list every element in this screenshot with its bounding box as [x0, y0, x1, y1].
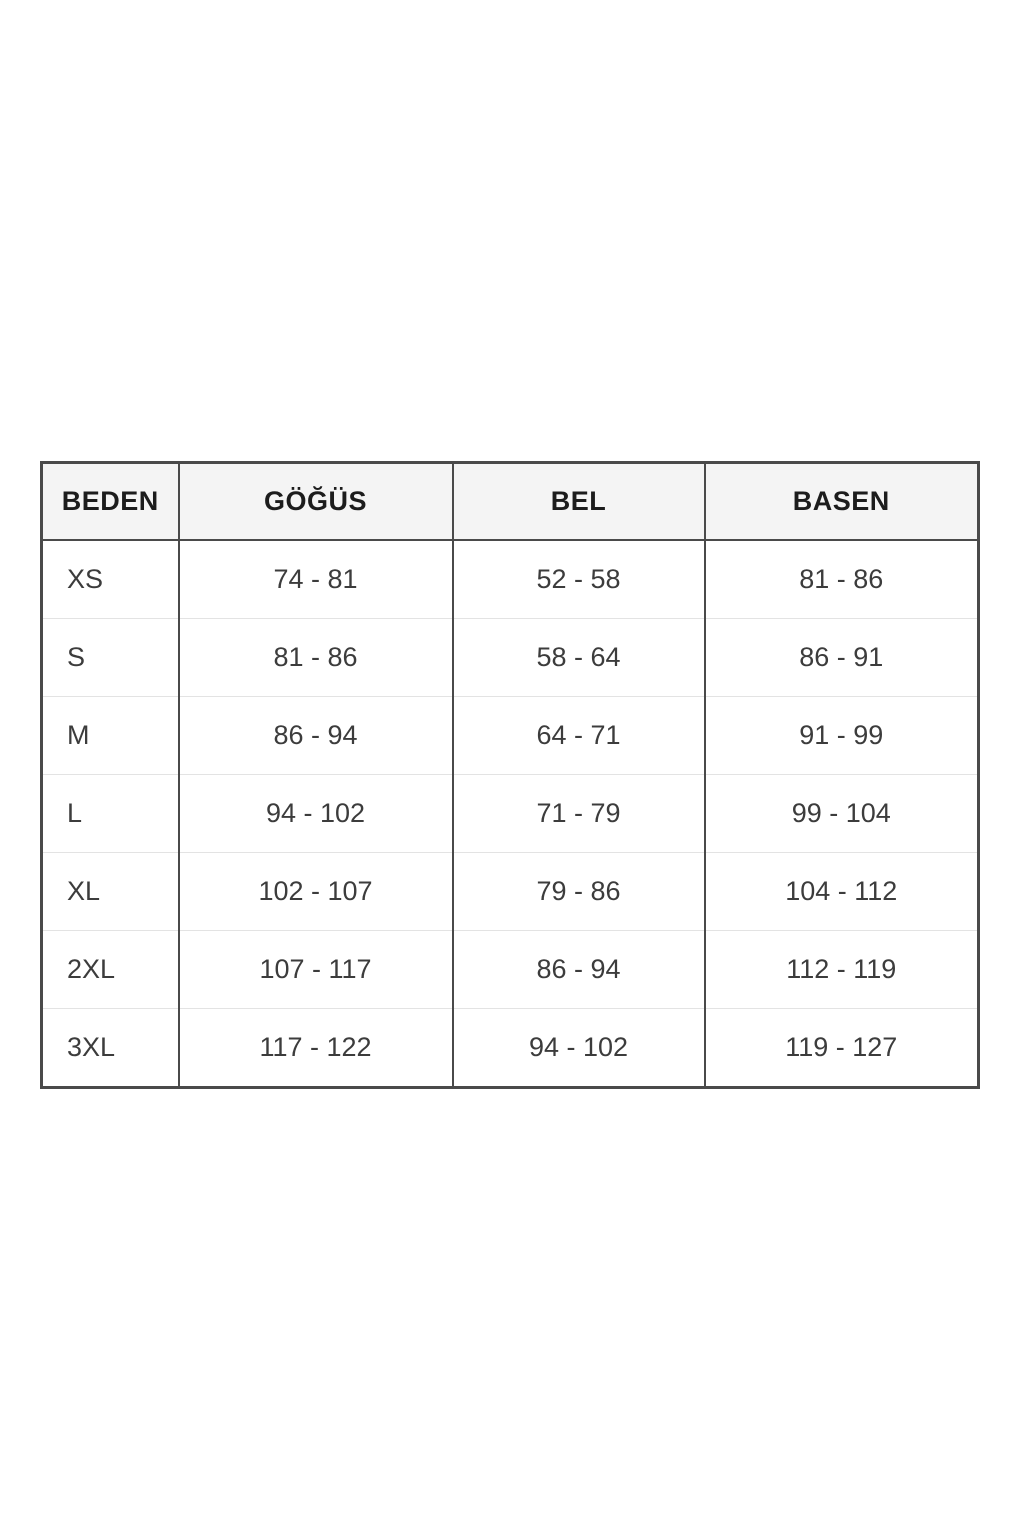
cell-waist: 64 - 71: [453, 697, 705, 775]
header-cell-gogus: GÖĞÜS: [179, 463, 453, 541]
cell-hips: 81 - 86: [705, 540, 979, 619]
size-chart-table: [40, 461, 980, 1089]
cell-hips: 112 - 119: [705, 931, 979, 1009]
cell-chest: 86 - 94: [179, 697, 453, 775]
header-row: [42, 463, 979, 541]
cell-size: XS: [42, 540, 179, 619]
cell-waist: 79 - 86: [453, 853, 705, 931]
cell-size: 3XL: [42, 1009, 179, 1088]
cell-size: M: [42, 697, 179, 775]
cell-waist: 52 - 58: [453, 540, 705, 619]
table-row: [42, 697, 979, 775]
cell-size: S: [42, 619, 179, 697]
cell-size: L: [42, 775, 179, 853]
cell-waist: 58 - 64: [453, 619, 705, 697]
table-row: [42, 931, 979, 1009]
cell-size: XL: [42, 853, 179, 931]
table-row: [42, 619, 979, 697]
cell-size: 2XL: [42, 931, 179, 1009]
cell-chest: 81 - 86: [179, 619, 453, 697]
cell-chest: 102 - 107: [179, 853, 453, 931]
cell-chest: 117 - 122: [179, 1009, 453, 1088]
table-row: [42, 775, 979, 853]
size-chart-header: [42, 463, 979, 541]
cell-chest: 74 - 81: [179, 540, 453, 619]
cell-waist: 86 - 94: [453, 931, 705, 1009]
cell-hips: 99 - 104: [705, 775, 979, 853]
cell-chest: 107 - 117: [179, 931, 453, 1009]
cell-hips: 104 - 112: [705, 853, 979, 931]
cell-hips: 91 - 99: [705, 697, 979, 775]
cell-chest: 94 - 102: [179, 775, 453, 853]
cell-hips: 119 - 127: [705, 1009, 979, 1088]
table-row: [42, 1009, 979, 1088]
table-row: [42, 853, 979, 931]
size-chart-body: [42, 540, 979, 1088]
header-cell-beden: BEDEN: [42, 463, 179, 541]
header-cell-bel: BEL: [453, 463, 705, 541]
cell-hips: 86 - 91: [705, 619, 979, 697]
header-cell-basen: BASEN: [705, 463, 979, 541]
size-chart: [40, 461, 977, 1089]
cell-waist: 71 - 79: [453, 775, 705, 853]
table-row: [42, 540, 979, 619]
cell-waist: 94 - 102: [453, 1009, 705, 1088]
